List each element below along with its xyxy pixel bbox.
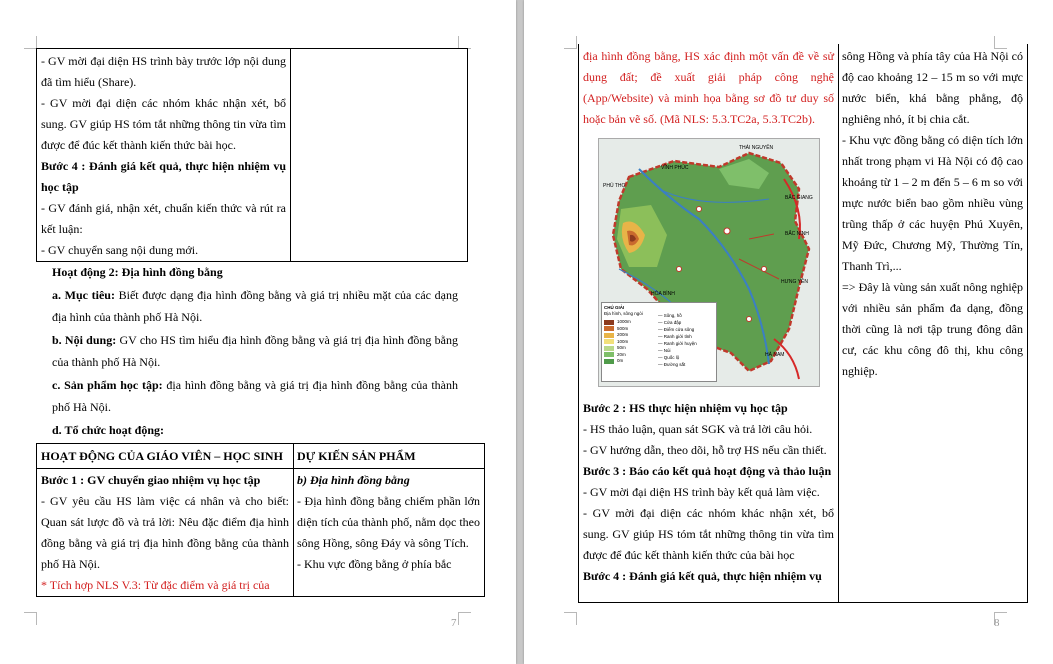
- legend-symbol-item: — Quốc lộ: [658, 355, 680, 360]
- main-right-cell: b) Địa hình đồng bằng - Địa hình đồng bằng chiếm phần lớn diện tích của thành phố, nằm dọc theo sông Hồng, sông Đáy và sông Tích. - Khu vực đồng bằng ở phía bắc: [293, 468, 484, 596]
- table-line: - GV mời đại diện HS trình bày trước lớp nội dung đã tìm hiểu (Share).: [41, 54, 286, 89]
- step2-heading: Bước 2 : HS thực hiện nhiệm vụ học tập: [583, 401, 788, 415]
- legend-label: 0m: [617, 358, 624, 364]
- step1-heading: Bước 1 : GV chuyển giao nhiệm vụ học tập: [41, 473, 261, 487]
- legend-symbol-item: — Ranh giới huyện: [658, 341, 697, 346]
- legend-swatch: [604, 320, 614, 325]
- plain-terrain-title: b) Địa hình đồng bằng: [297, 473, 410, 487]
- legend-label: 50m: [617, 345, 626, 351]
- legend-symbol-item: — Đường sắt: [658, 362, 686, 367]
- legend-label: 500m: [617, 325, 629, 331]
- map-label: THÁI NGUYÊN: [739, 145, 774, 151]
- page8-right-cell: sông Hồng và phía tây của Hà Nội có độ cao khoảng 12 – 15 m so với mực nước biển, khá bằng phẳng, độ nghiêng nhỏ, ít bị chia cắt. - Khu vực đồng bằng có diện tích lớn nhất trong phạm vi Hà Nội có độ cao khoảng từ 1 – 2 m đến 5 – 6 m so với mực nước biển bao gồm nhiều vùng trũng thấp ở các huyện Phú Xuyên, Mỹ Đức, Chương Mỹ, Thường Tín, Thanh Trì,... => Đây là vùng sản xuất nông nghiệp với nhiều sản phẩm đa dạng, đồng thời cũng là nơi tập trung đông dân cư, các khu công đô thị, khu công nghiệp.: [842, 49, 1023, 378]
- product-label: c. Sản phẩm học tập:: [52, 378, 163, 392]
- map-label: BẮC NINH: [785, 231, 809, 237]
- header-right: DỰ KIẾN SẢN PHẨM: [297, 449, 416, 463]
- corner-mark: [564, 36, 577, 49]
- header-left: HOẠT ĐỘNG CỦA GIÁO VIÊN – HỌC SINH: [41, 449, 283, 463]
- task-text: - GV yêu cầu HS làm việc cá nhân và cho biết: Quan sát lược đồ và trả lời: Nêu đặc điểm địa hình đồng bằng và giá trị địa hình đồng bằng của thành phố Hà Nội.: [41, 494, 289, 571]
- hanoi-terrain-map: [598, 138, 820, 387]
- top-table-left-cell: [37, 49, 290, 261]
- activity-title: Hoạt động 2: Địa hình đồng bằng: [52, 265, 223, 279]
- legend-label: 1000m: [617, 319, 631, 325]
- legend-symbol-item: — Sông, hồ: [658, 313, 682, 318]
- legend-symbol-item: — Núi: [658, 348, 671, 353]
- page-number: 8: [994, 617, 1000, 629]
- legend-swatch: [604, 359, 614, 364]
- objective-label: a. Mục tiêu:: [52, 288, 115, 302]
- corner-mark: [564, 612, 577, 625]
- map-label: PHÚ THỌ: [603, 183, 626, 189]
- corner-mark: [24, 612, 37, 625]
- content-text: GV cho HS tìm hiểu địa hình đồng bằng và giá trị địa hình đồng bằng của thành phố Hà Nội.: [52, 333, 458, 369]
- step4-heading: Bước 4 : Đánh giá kết quả, thực hiện nhiệm vụ học tập: [41, 159, 286, 194]
- product-text: địa hình đồng bằng và giá trị địa hình đồng bằng của thành phố Hà Nội.: [52, 378, 459, 414]
- step3-heading: Bước 3 : Báo cáo kết quả hoạt động và thảo luận: [583, 464, 832, 478]
- legend-title: CHÚ GIẢI: [604, 305, 625, 310]
- top-table: [36, 48, 468, 262]
- activity-2-block: [52, 261, 458, 441]
- legend-swatch: [604, 352, 614, 357]
- legend-swatch: [604, 339, 614, 344]
- objective-text: Biết được dạng địa hình đồng bằng và giá trị nhiều mặt của các dạng địa hình của thành phố Hà Nội.: [52, 288, 458, 324]
- main-table: [36, 443, 485, 597]
- step4-heading: Bước 4 : Đánh giá kết quả, thực hiện nhiệm vụ: [583, 569, 822, 583]
- legend-label: 20m: [617, 351, 626, 357]
- legend-label: 100m: [617, 338, 629, 344]
- map-label: VĨNH PHÚC: [661, 165, 689, 171]
- legend-subtitle: Địa hình, sông ngòi: [604, 311, 643, 316]
- corner-mark: [458, 612, 471, 625]
- nls-integration-text: * Tích hợp NLS V.3: Từ đặc điểm và giá trị của: [41, 578, 270, 592]
- page-number: 7: [451, 617, 457, 629]
- table-line: - GV mời đại diện các nhóm khác nhận xét, bổ sung. GV giúp HS tóm tắt những thông tin vừa tìm được để đúc kết thành kiến thức bài học.: [41, 96, 286, 152]
- organization-label: d. Tổ chức hoạt động:: [52, 423, 165, 437]
- table-line: - GV đánh giá, nhận xét, chuẩn kiến thức và rút ra kết luận:: [41, 201, 286, 236]
- legend-symbol-item: — Điểm cửa sông: [658, 327, 695, 332]
- legend-symbol-item: — Cửa đập: [658, 320, 682, 325]
- legend-label: 200m: [617, 332, 629, 338]
- legend-swatch: [604, 333, 614, 338]
- map-label: HÒA BÌNH: [651, 291, 675, 297]
- page8-left-cell: địa hình đồng bằng, HS xác định một vấn đề về sử dụng đất; đề xuất giải pháp công nghệ (App/Website) và minh họa bằng sơ đồ tư duy số hoặc bản vẽ số. (Mã NLS: 5.3.TC2a, 5.3.TC2b). Bước 2 : HS thực hiện nhiệm vụ học tập - HS thảo luận, quan sát SGK và trả lời câu hỏi. - GV hướng dẫn, theo dõi, hỗ trợ HS nếu cần thiết. Bước 3 : Báo cáo kết quả hoạt động và thảo luận - GV mời đại diện HS trình bày kết quả làm việc. - GV mời đại diện các nhóm khác nhận xét, bổ sung. GV giúp HS tóm tắt những thông tin vừa tìm được để đúc kết thành kiến thức của bài học Bước 4 : Đánh giá kết quả, thực hiện nhiệm vụ: [579, 44, 838, 602]
- map-label: HƯNG YÊN: [781, 279, 808, 285]
- legend-symbol-item: — Ranh giới tỉnh: [658, 334, 692, 339]
- map-legend: [601, 302, 717, 382]
- legend-scale-item: [604, 358, 654, 365]
- main-left-cell: [37, 468, 293, 596]
- legend-swatch: [604, 326, 614, 331]
- map-label: BẮC GIANG: [785, 195, 813, 201]
- nls-integration-text: địa hình đồng bằng, HS xác định một vấn đề về sử dụng đất; đề xuất giải pháp công nghệ (App/Website) và minh họa bằng sơ đồ tư duy số hoặc bản vẽ số. (Mã NLS: 5.3.TC2a, 5.3.TC2b).: [583, 49, 834, 126]
- content-label: b. Nội dung:: [52, 333, 117, 347]
- table-line: - GV chuyển sang nội dung mới.: [41, 243, 199, 257]
- map-label: HÀ NAM: [765, 352, 785, 358]
- legend-swatch: [604, 346, 614, 351]
